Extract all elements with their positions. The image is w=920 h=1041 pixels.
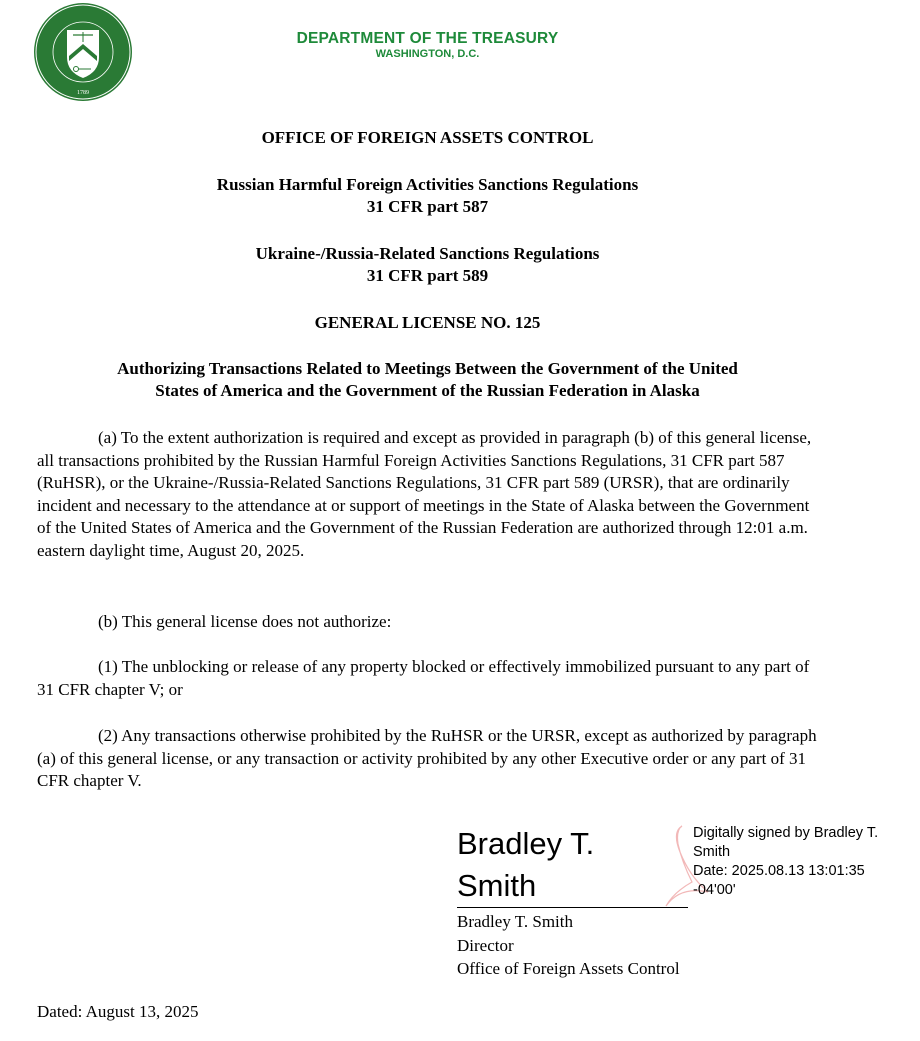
- regulation-1-cfr: 31 CFR part 587: [366, 197, 489, 216]
- dated-line: Dated: August 13, 2025: [37, 1002, 199, 1021]
- digital-signature-line-2: Smith: [693, 844, 731, 860]
- paragraph-a: (a) To the extent authorization is required and except as provided in paragraph (b) of this general license, all transactions prohibited by the Russian Harmful Foreign Activities Sanctions Regulations, 31 CFR part 587 (RuHSR), or the Ukraine-/Russia-Related Sanctions Regulations, 31 CFR part 589 (URSR), that are ordinarily incident and necessary to the attendance at or support of meetings in the State of Alaska between the Government of the United States of America and the Government of the Russian Federation are authorized through 12:01 a.m. eastern daylight time, August 20, 2025.: [37, 428, 812, 560]
- signer-block: [457, 910, 680, 981]
- regulation-2-cfr: 31 CFR part 589: [366, 266, 489, 285]
- signer-name: Bradley T. Smith: [457, 912, 574, 931]
- signature-name-line-2: Smith: [457, 868, 537, 903]
- signer-office: Office of Foreign Assets Control: [457, 959, 680, 978]
- digital-signature-line-1: Digitally signed by Bradley T.: [693, 825, 879, 841]
- subject-line-2: States of America and the Government of the Russian Federation in Alaska: [155, 381, 700, 400]
- office-heading: OFFICE OF FOREIGN ASSETS CONTROL: [261, 128, 594, 147]
- regulation-2-title: Ukraine-/Russia-Related Sanctions Regulations: [255, 244, 600, 263]
- signature-name-line-1: Bradley T.: [457, 826, 595, 861]
- svg-text:1789: 1789: [77, 90, 89, 96]
- digital-signature-timezone: -04'00': [693, 882, 736, 898]
- license-number: GENERAL LICENSE NO. 125: [314, 313, 541, 332]
- regulation-1-title: Russian Harmful Foreign Activities Sanctions Regulations: [216, 175, 639, 194]
- signature-name: [457, 823, 594, 907]
- paragraph-b: (b) This general license does not authorize:: [98, 612, 392, 631]
- signature-line: [457, 907, 688, 908]
- paragraph-b-2: (2) Any transactions otherwise prohibited by the RuHSR or the URSR, except as authorized by paragraph (a) of this general license, or any transaction or activity prohibited by any other Executive order or any part of 31 CFR chapter V.: [37, 726, 817, 790]
- signer-title: Director: [457, 935, 514, 955]
- department-location: WASHINGTON, D.C.: [375, 48, 480, 60]
- digital-signature-date: Date: 2025.08.13 13:01:35: [693, 863, 865, 879]
- department-name: DEPARTMENT OF THE TREASURY: [296, 30, 559, 47]
- paragraph-b-1: (1) The unblocking or release of any property blocked or effectively immobilized pursuant to any part of 31 CFR chapter V; or: [37, 657, 810, 699]
- digital-signature-details: [693, 824, 918, 900]
- subject-line-1: Authorizing Transactions Related to Meetings Between the Government of the United: [117, 359, 738, 378]
